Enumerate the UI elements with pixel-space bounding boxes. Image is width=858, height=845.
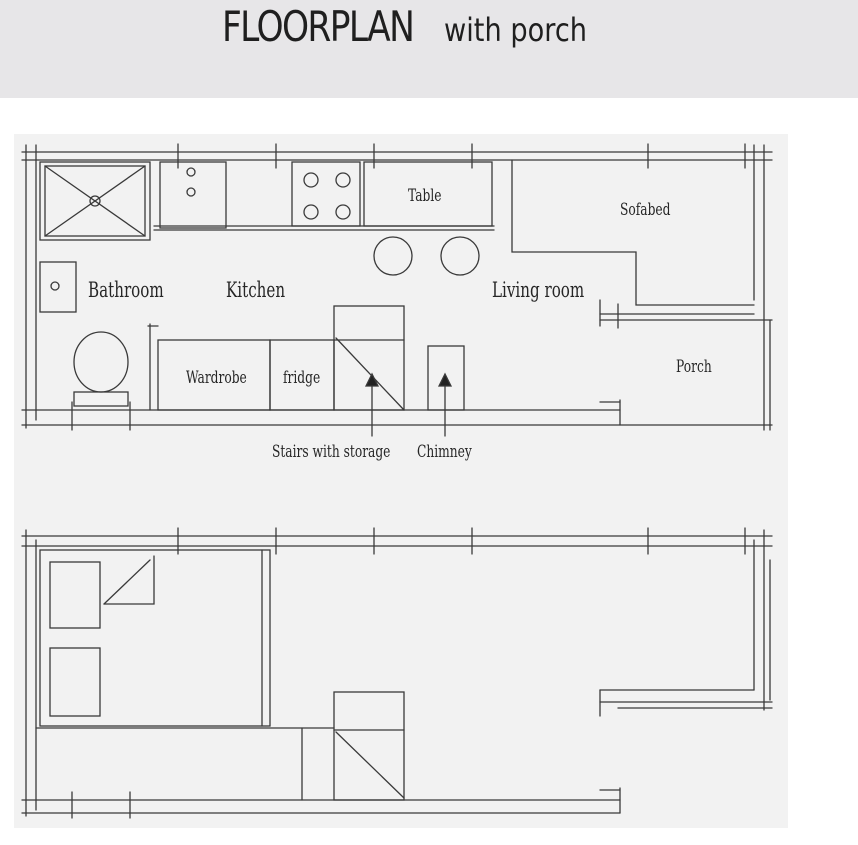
loft-bed (40, 550, 270, 726)
shower (40, 162, 150, 240)
label-table: Table (408, 186, 442, 206)
loft-stairs (36, 692, 404, 800)
label-porch: Porch (676, 357, 712, 377)
label-bathroom: Bathroom (88, 278, 164, 302)
loft-walls (22, 528, 772, 818)
label-fridge: fridge (283, 368, 321, 388)
label-kitchen: Kitchen (226, 278, 286, 302)
title-sub: with porch (444, 11, 588, 49)
label-wardrobe: Wardrobe (186, 368, 247, 388)
sofabed (512, 160, 772, 328)
title-main: FLOORPLAN (222, 2, 414, 51)
label-stairs: Stairs with storage (272, 442, 391, 462)
table (364, 162, 492, 275)
label-sofabed: Sofabed (620, 200, 671, 220)
label-chimney: Chimney (417, 442, 472, 462)
wardrobe-fridge (148, 324, 334, 410)
stove (292, 162, 360, 226)
stairs (334, 306, 404, 410)
kitchen-sink (160, 162, 226, 228)
bathroom-sink (40, 262, 76, 312)
label-living-room: Living room (492, 278, 585, 302)
toilet (74, 332, 128, 406)
